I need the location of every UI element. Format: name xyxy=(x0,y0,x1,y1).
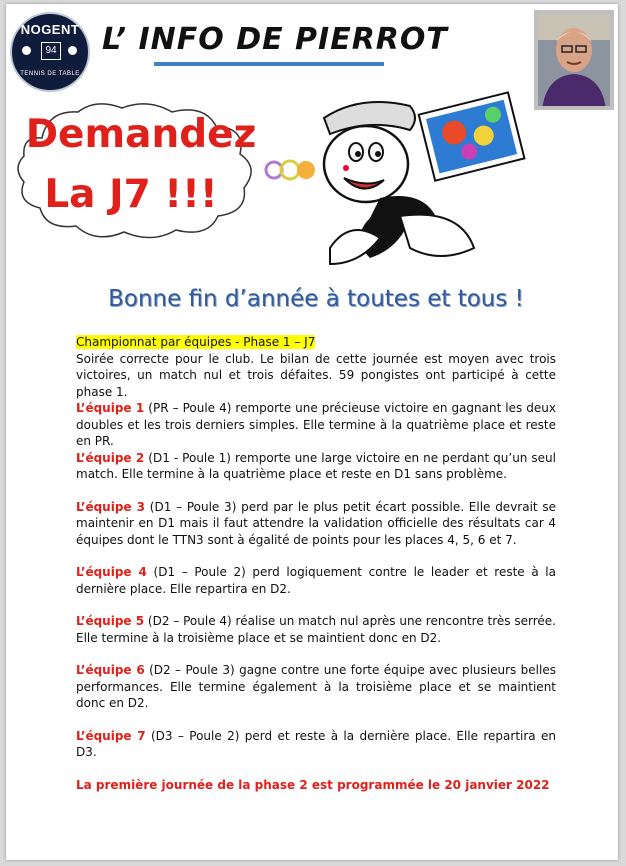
team-paragraph: L’équipe 6 (D2 – Poule 3) gagne contre une forte équipe avec plusieurs belles performances. Elle termine également à la troisième place et se maintient donc en D2. xyxy=(76,663,556,710)
club-logo xyxy=(10,12,90,92)
cloud-text-line1: Demandez xyxy=(25,112,257,157)
logo-number: 94 xyxy=(41,42,61,60)
logo-top-text: NOGENT xyxy=(20,22,80,37)
intro-paragraph: Soirée correcte pour le club. Le bilan de cette journée est moyen avec trois victoires, un match nul et trois défaites. 59 pongistes ont participé à cette phase 1. xyxy=(76,351,556,399)
team-paragraph: L’équipe 3 (D1 – Poule 3) perd par le plus petit écart possible. Elle devrait se maintenir en D1 mais il faut attendre la validation officielle des résultats car 4 équipes dont le TTN3 sont à égalité de points pour les places 4, 5, 6 et 7. xyxy=(76,499,557,547)
section-heading: Championnat par équipes - Phase 1 – J7 xyxy=(76,335,316,349)
team-paragraph: L’équipe 5 (D2 – Poule 4) réalise un match nul après une rencontre très serrée. Elle termine à la troisième place et se maintient donc en D2. xyxy=(76,614,556,645)
team-paragraph: L’équipe 7 (D3 – Poule 2) perd et reste à la dernière place. Elle repartira en D3. xyxy=(76,728,556,759)
phase2-announcement: La première journée de la phase 2 est programmée le 20 janvier 2022 xyxy=(76,777,550,792)
logo-ball-icon xyxy=(22,46,31,55)
season-greeting: Bonne fin d’année à toutes et tous ! xyxy=(108,286,524,312)
newsletter-page xyxy=(6,4,618,860)
newsletter-title: L’ INFO DE PIERROT xyxy=(102,22,448,57)
logo-bottom-text: TENNIS DE TABLE xyxy=(20,71,80,77)
newsboy-illustration xyxy=(260,88,560,274)
cloud-text-line2: La J7 !!! xyxy=(44,172,218,217)
team-paragraph: L’équipe 1 (PR – Poule 4) remporte une précieuse victoire en gagnant les deux doubles et les trois derniers simples. Elle termine à la quatrième place et reste en PR. xyxy=(76,401,556,448)
team-paragraph: L’équipe 4 (D1 – Poule 2) perd logiquement contre le leader et reste à la dernière place. Elle repartira en D2. xyxy=(76,565,556,596)
article-body xyxy=(76,334,556,793)
logo-ball-icon xyxy=(68,46,77,55)
team-paragraph: L’équipe 2 (D1 - Poule 1) remporte une large victoire en ne perdant qu’un seul match. Elle termine à la quatrième place et reste en D1 sans problème. xyxy=(76,450,556,481)
title-underline xyxy=(154,62,384,66)
